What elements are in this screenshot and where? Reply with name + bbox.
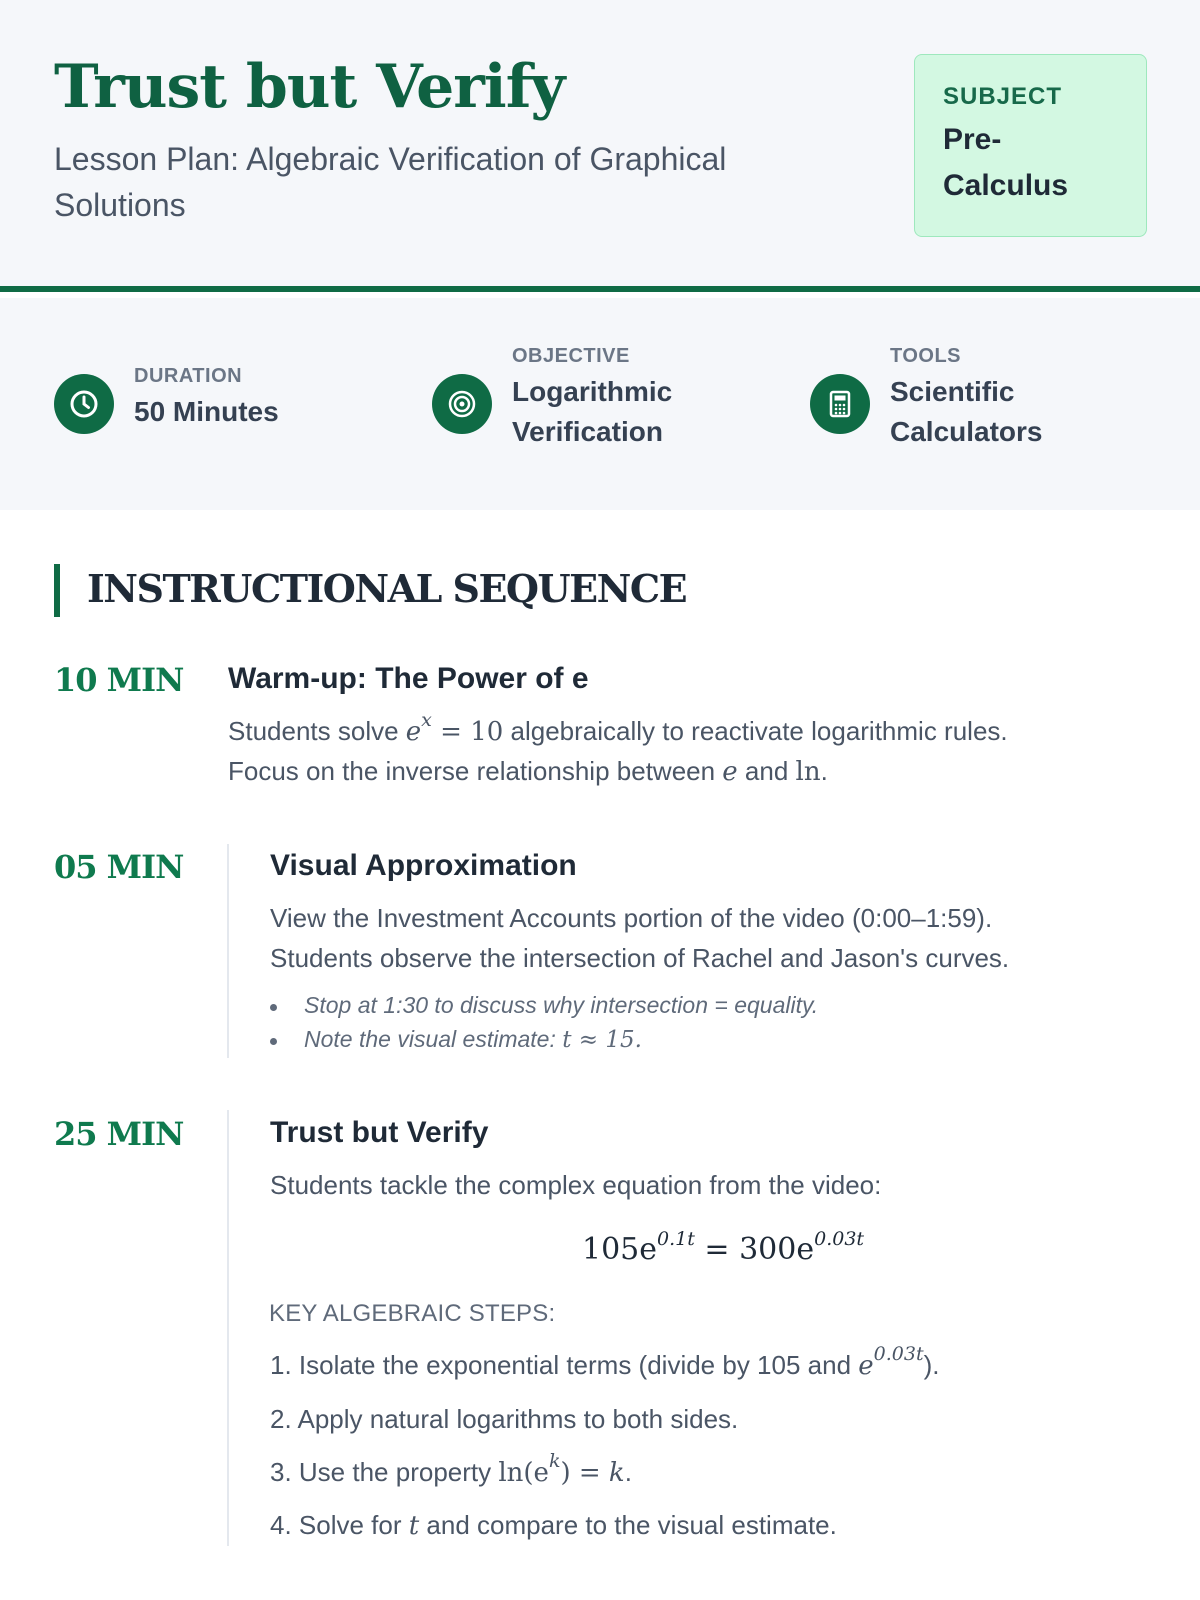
step-2-divider xyxy=(227,844,229,1058)
text-fragment: 4. Solve for xyxy=(270,1510,409,1540)
math-exponent: k xyxy=(548,1450,561,1472)
equation-right: = 300e xyxy=(694,1232,815,1267)
clock-icon xyxy=(54,374,114,434)
math-e: e xyxy=(722,757,738,787)
text-fragment: Students solve xyxy=(228,716,406,746)
math-estimate: ≈ 15. xyxy=(571,1027,642,1053)
bullet-dot xyxy=(270,1004,277,1011)
text-fragment: 1. Isolate the exponential terms (divide by 105 and xyxy=(270,1350,859,1380)
math-ln: ln xyxy=(795,757,821,787)
step-3-title: Trust but Verify xyxy=(270,1116,489,1149)
bullet-text: Note the visual estimate: xyxy=(304,1026,563,1052)
duration-value: 50 Minutes xyxy=(134,396,279,427)
step-2-line-2: Students observe the intersection of Rachel and Jason's curves. xyxy=(270,943,1010,973)
math-exponent: x xyxy=(421,709,432,731)
step-3-intro: Students tackle the complex equation from the video: xyxy=(270,1170,882,1200)
math-exponent: 0.03t xyxy=(873,1343,924,1365)
tools-label: TOOLS xyxy=(890,345,962,367)
subject-value: Pre-Calculus xyxy=(943,123,1069,202)
step-3-divider xyxy=(227,1110,229,1546)
key-step-1 xyxy=(270,1345,939,1386)
text-fragment: . xyxy=(624,1457,632,1487)
math-ln: ln(e xyxy=(498,1458,549,1488)
key-step-2: 2. Apply natural logarithms to both sides. xyxy=(270,1404,739,1434)
header xyxy=(0,0,1200,292)
text-fragment: . xyxy=(820,756,828,786)
objective-label: OBJECTIVE xyxy=(512,345,630,367)
text-fragment: 3. Use the property xyxy=(270,1457,499,1487)
step-1-line-2 xyxy=(228,751,828,792)
main-equation xyxy=(582,1228,865,1267)
step-2-title: Visual Approximation xyxy=(270,849,577,882)
equation-right-exponent: 0.03t xyxy=(814,1228,865,1250)
section-title: INSTRUCTIONAL SEQUENCE xyxy=(87,566,687,611)
step-1-time: 10 MIN xyxy=(54,661,184,699)
math-e: e xyxy=(405,717,422,747)
lesson-meta xyxy=(0,298,1200,510)
page-title: Trust but Verify xyxy=(54,52,565,122)
target-icon xyxy=(432,374,492,434)
step-2-line-1: View the Investment Accounts portion of the video (0:00–1:59). xyxy=(270,903,993,933)
text-fragment: algebraically to reactivate logarithmic rules. xyxy=(503,716,1008,746)
math-e: e xyxy=(858,1351,874,1381)
step-1-line-1 xyxy=(228,711,1008,752)
calculator-icon xyxy=(810,374,870,434)
math-t: t xyxy=(562,1027,572,1053)
step-2-bullet-2 xyxy=(304,1026,642,1053)
equation-left-exponent: 0.1t xyxy=(657,1228,695,1250)
subject-label: SUBJECT xyxy=(943,83,1063,110)
text-fragment: Focus on the inverse relationship between xyxy=(228,756,723,786)
key-steps-label: KEY ALGEBRAIC STEPS: xyxy=(269,1300,556,1327)
step-1-title: Warm-up: The Power of e xyxy=(228,662,589,695)
equation-left: 105e xyxy=(582,1232,658,1267)
step-2-time: 05 MIN xyxy=(54,848,184,886)
text-fragment: and xyxy=(737,756,796,786)
objective-value: Logarithmic Verification xyxy=(512,376,673,447)
math-t: t xyxy=(408,1511,420,1541)
step-3-time: 25 MIN xyxy=(54,1115,184,1153)
bullet-text: Stop at 1:30 to discuss why intersection = equality. xyxy=(304,992,819,1018)
key-step-4 xyxy=(270,1505,837,1546)
text-fragment: ). xyxy=(923,1350,940,1380)
math-equals: = 10 xyxy=(431,717,504,747)
key-step-3 xyxy=(270,1452,632,1493)
math-equals: ) = xyxy=(560,1458,609,1488)
tools-value: Scientific Calculators xyxy=(890,376,1043,447)
step-2-bullet-1 xyxy=(304,992,818,1019)
duration-label: DURATION xyxy=(134,365,243,387)
text-fragment: and compare to the visual estimate. xyxy=(419,1510,837,1540)
math-k: k xyxy=(608,1458,625,1488)
section-accent-bar xyxy=(54,564,60,617)
bullet-dot xyxy=(270,1038,277,1045)
subject-card xyxy=(914,54,1147,237)
page-subtitle: Lesson Plan: Algebraic Verification of Graphical Solutions xyxy=(54,141,727,223)
